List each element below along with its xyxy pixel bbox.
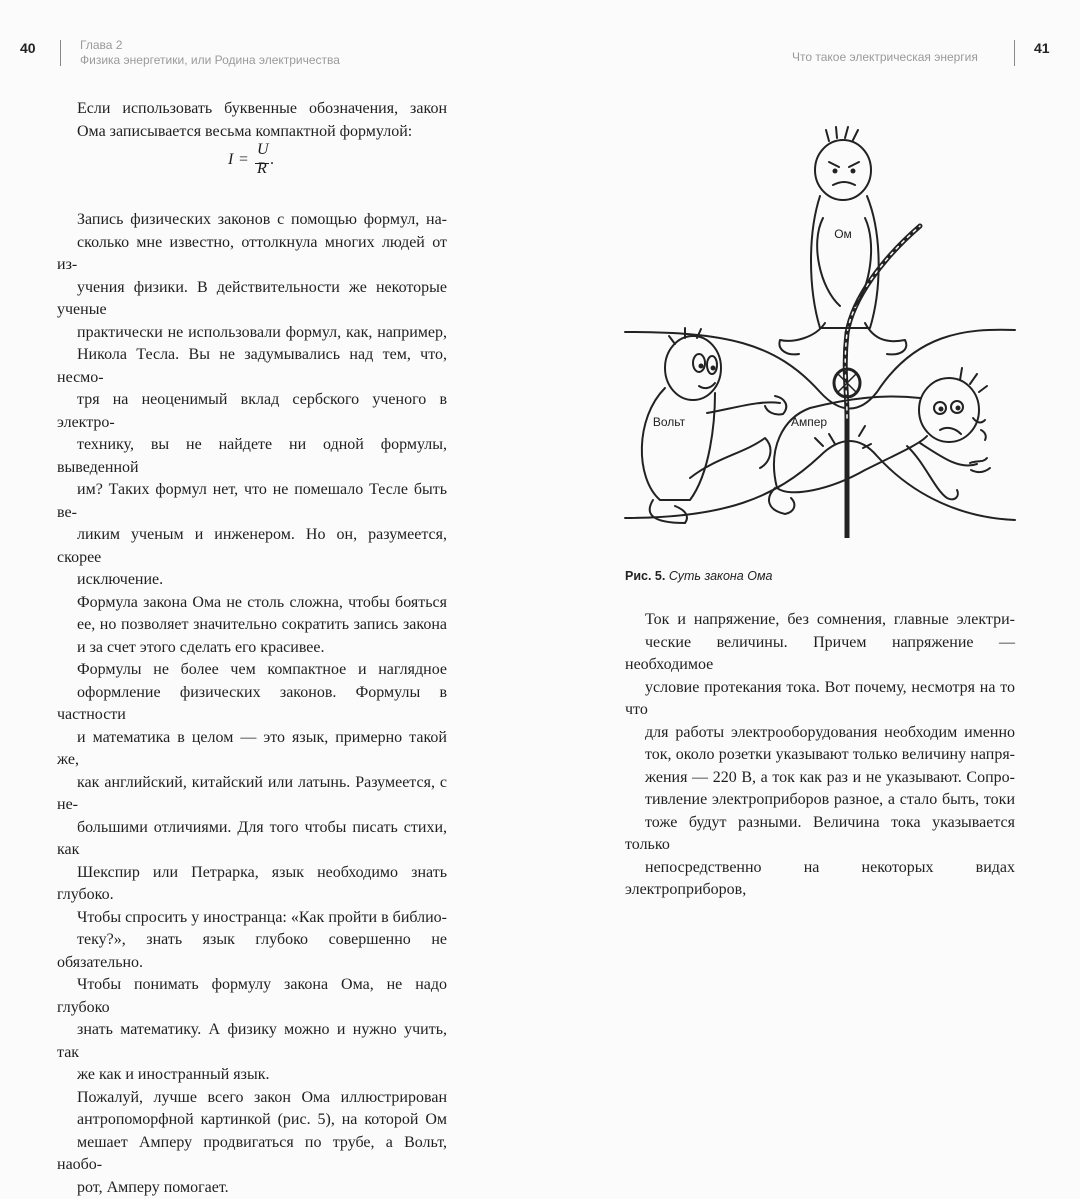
text-line: Формула закона Ома не столь сложна, чтобы бояться (57, 592, 447, 615)
formula-denominator: R (257, 160, 267, 178)
pipe-lower-wall (625, 441, 1015, 520)
text-line: Пожалуй, лучше всего закон Ома иллюстрирован (57, 1087, 447, 1110)
ohms-law-illustration (615, 118, 1025, 538)
formula-current: I (228, 151, 233, 169)
text-line: им? Таких формул нет, что не помешало Тесле быть ве- (57, 479, 447, 524)
text-line: Запись физических законов с помощью формул, на- (57, 209, 447, 232)
paragraph (57, 1087, 447, 1199)
text-line: Ома записывается весьма компактной формулой: (57, 121, 447, 144)
text-line: для работы электрооборудования необходим именно (625, 722, 1015, 745)
text-line: исключение. (57, 569, 447, 592)
paragraph (57, 659, 447, 1087)
text-line: тивление электроприборов разное, а стало быть, токи (625, 789, 1015, 812)
text-line: теку?», знать язык глубоко совершенно не обязательно. (57, 929, 447, 974)
text-line: тоже будут разными. Величина тока указывается только (625, 812, 1015, 857)
text-line: жения — 220 В, а ток как раз и не указывают. Сопро- (625, 767, 1015, 790)
left-running-header (80, 38, 340, 68)
text-line: как английский, китайский или латынь. Разумеется, с не- (57, 772, 447, 817)
right-running-header: Что такое электрическая энергия (792, 50, 978, 65)
text-line: и математика в целом — это язык, примерно такой же, (57, 727, 447, 772)
text-line: знать математику. А физику можно и нужно учить, так (57, 1019, 447, 1064)
paragraph (57, 209, 447, 592)
ohms-law-formula (228, 144, 288, 180)
formula-numerator: U (257, 141, 269, 159)
rope (845, 226, 920, 538)
formula-equals: = (239, 151, 248, 169)
text-line: и за счет этого сделать его красивее. (57, 637, 447, 660)
left-page-number: 40 (20, 40, 36, 56)
text-line: ее, но позволяет значительно сократить запись закона (57, 614, 447, 637)
paragraph (57, 592, 447, 660)
left-header-divider (60, 40, 61, 66)
text-line: Чтобы понимать формулу закона Ома, не надо глубоко (57, 974, 447, 1019)
text-line: тря на неоценимый вклад сербского ученого в электро- (57, 389, 447, 434)
right-header-divider (1014, 40, 1015, 66)
text-line: ческие величины. Причем напряжение — необходимое (625, 632, 1015, 677)
text-line: Формулы не более чем компактное и наглядное (57, 659, 447, 682)
label-volt: Вольт (653, 415, 686, 429)
text-line: ток, около розетки указывают только величину напря- (625, 744, 1015, 767)
text-line: ликим ученым и инженером. Но он, разумеется, скорее (57, 524, 447, 569)
text-line: условие протекания тока. Вот почему, несмотря на то что (625, 677, 1015, 722)
text-line: Ток и напряжение, без сомнения, главные электри- (625, 609, 1015, 632)
label-ampere: Ампер (791, 415, 827, 429)
text-line: практически не использовали формул, как, например, (57, 322, 447, 345)
chapter-title: Физика энергетики, или Родина электричества (80, 53, 340, 68)
text-line: большими отличиями. Для того чтобы писать стихи, как (57, 817, 447, 862)
caption-text: Суть закона Ома (669, 569, 773, 583)
chapter-label: Глава 2 (80, 38, 340, 53)
figure-caption (625, 569, 772, 583)
label-ohm: Ом (834, 227, 852, 241)
text-line: Если использовать буквенные обозначения, закон (57, 98, 447, 121)
text-line: Никола Тесла. Вы не задумывались над тем, что, несмо- (57, 344, 447, 389)
right-page-number: 41 (1034, 40, 1050, 56)
caption-label: Рис. 5. (625, 569, 665, 583)
text-line: антропоморфной картинкой (рис. 5), на которой Ом (57, 1109, 447, 1132)
text-line: Чтобы спросить у иностранца: «Как пройти в библио- (57, 907, 447, 930)
paragraph (625, 609, 1015, 902)
text-line: непосредственно на некоторых видах электроприборов, (625, 857, 1015, 902)
text-line: же как и иностранный язык. (57, 1064, 447, 1087)
text-line: рот, Амперу помогает. (57, 1177, 447, 1199)
text-line: оформление физических законов. Формулы в частности (57, 682, 447, 727)
text-line: Шекспир или Петрарка, язык необходимо знать глубоко. (57, 862, 447, 907)
paragraph (57, 98, 447, 143)
pipe-upper-wall (625, 330, 1015, 409)
left-page-body (57, 98, 447, 1199)
text-line: технику, вы не найдете ни одной формулы, выведенной (57, 434, 447, 479)
text-line: мешает Амперу продвигаться по трубе, а Вольт, наобо- (57, 1132, 447, 1177)
text-line: учения физики. В действительности же некоторые ученые (57, 277, 447, 322)
text-line: сколько мне известно, оттолкнула многих людей от из- (57, 232, 447, 277)
formula-period: . (270, 151, 274, 169)
right-page-body (625, 609, 1015, 902)
